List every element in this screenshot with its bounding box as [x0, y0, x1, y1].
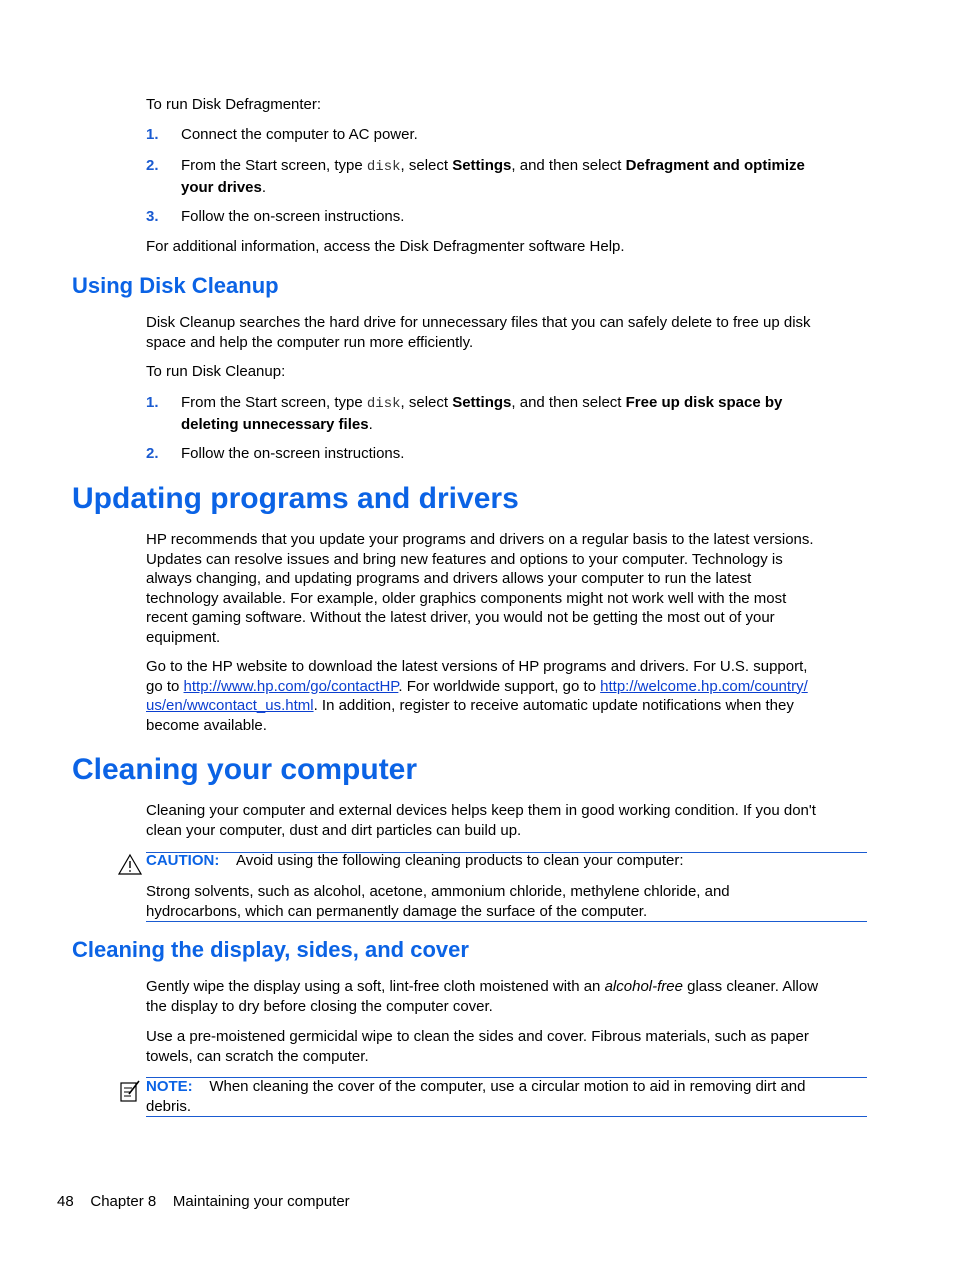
paragraph: Use a pre-moistened germicidal wipe to clean the sides and cover. Fibrous materials, such as paper towels, can scratch the computer.: [146, 1028, 809, 1065]
hp-contact-link[interactable]: http://www.hp.com/go/contactHP: [183, 677, 399, 695]
caution-label: CAUTION:: [146, 852, 220, 869]
paragraph: Disk Cleanup searches the hard drive for unnecessary files that you can safely delete to free up disk space and help the computer run more efficiently.: [146, 314, 811, 351]
page-footer: [57, 1193, 350, 1210]
defrag-intro: To run Disk Defragmenter:: [146, 96, 322, 113]
section-heading: Using Disk Cleanup: [72, 273, 279, 298]
paragraph: HP recommends that you update your programs and drivers on a regular basis to the latest versions. Updates can resolve issues and bring new features and options to your computer. Technology is always changing, and updating programs and drivers allows your computer to run the latest technology available. For example, older graphics components might not work well with the most recent gaming software. Without the latest driver, you would not be getting the most out of your equipment.: [146, 531, 814, 646]
note-bottom-rule: [146, 1116, 867, 1117]
caution-bottom-rule: [146, 921, 867, 922]
note-icon: [119, 1079, 141, 1103]
section-heading: Cleaning the display, sides, and cover: [72, 937, 469, 962]
page-number: 48: [57, 1193, 74, 1210]
step-text: Connect the computer to AC power.: [181, 126, 418, 143]
warning-icon: [118, 853, 142, 875]
step-number: 2.: [146, 157, 159, 174]
chapter-heading: Updating programs and drivers: [72, 482, 519, 515]
step-text: From the Start screen, type disk, select Settings, and then select Defragment and optimize your drives.: [181, 157, 805, 196]
note-label: NOTE:: [146, 1078, 193, 1095]
cleanup-intro: To run Disk Cleanup:: [146, 363, 286, 380]
chapter-title: Maintaining your computer: [172, 1193, 350, 1210]
step-text: Follow the on-screen instructions.: [181, 445, 405, 462]
paragraph: Cleaning your computer and external devices helps keep them in good working condition. If you don't clean your computer, dust and dirt particles can build up.: [146, 802, 816, 839]
caution-line: CAUTION: Avoid using the following cleaning products to clean your computer:: [146, 852, 684, 869]
step-number: 1.: [146, 126, 159, 143]
paragraph: Go to the HP website to download the latest versions of HP programs and drivers. For U.S. support, go to http://www.hp.com/go/contactHP. For worldwide support, go to http://welcome.hp.com/country/ us/en/wwcontact_us.html. In addition, register to receive automatic update notifications when they become available.: [146, 658, 808, 734]
step-text: Follow the on-screen instructions.: [181, 208, 405, 225]
note-line: NOTE: When cleaning the cover of the computer, use a circular motion to aid in removing dirt and debris.: [146, 1078, 806, 1115]
step-number: 1.: [146, 394, 159, 411]
paragraph: Gently wipe the display using a soft, lint-free cloth moistened with an alcohol-free glass cleaner. Allow the display to dry before closing the computer cover.: [146, 978, 819, 1015]
defrag-footer: For additional information, access the Disk Defragmenter software Help.: [146, 238, 625, 255]
chapter-label: Chapter 8: [90, 1193, 157, 1210]
step-number: 2.: [146, 445, 159, 462]
hp-worldwide-link[interactable]: us/en/wwcontact_us.html: [146, 697, 314, 714]
step-number: 3.: [146, 208, 159, 225]
hp-worldwide-link[interactable]: http://welcome.hp.com/country/: [600, 677, 808, 695]
step-text: From the Start screen, type disk, select Settings, and then select Free up disk space by deleting unnecessary files.: [181, 394, 783, 433]
chapter-heading: Cleaning your computer: [72, 753, 418, 786]
caution-body: Strong solvents, such as alcohol, acetone, ammonium chloride, methylene chloride, and hydrocarbons, which can permanently damage the surface of the computer.: [146, 883, 730, 920]
